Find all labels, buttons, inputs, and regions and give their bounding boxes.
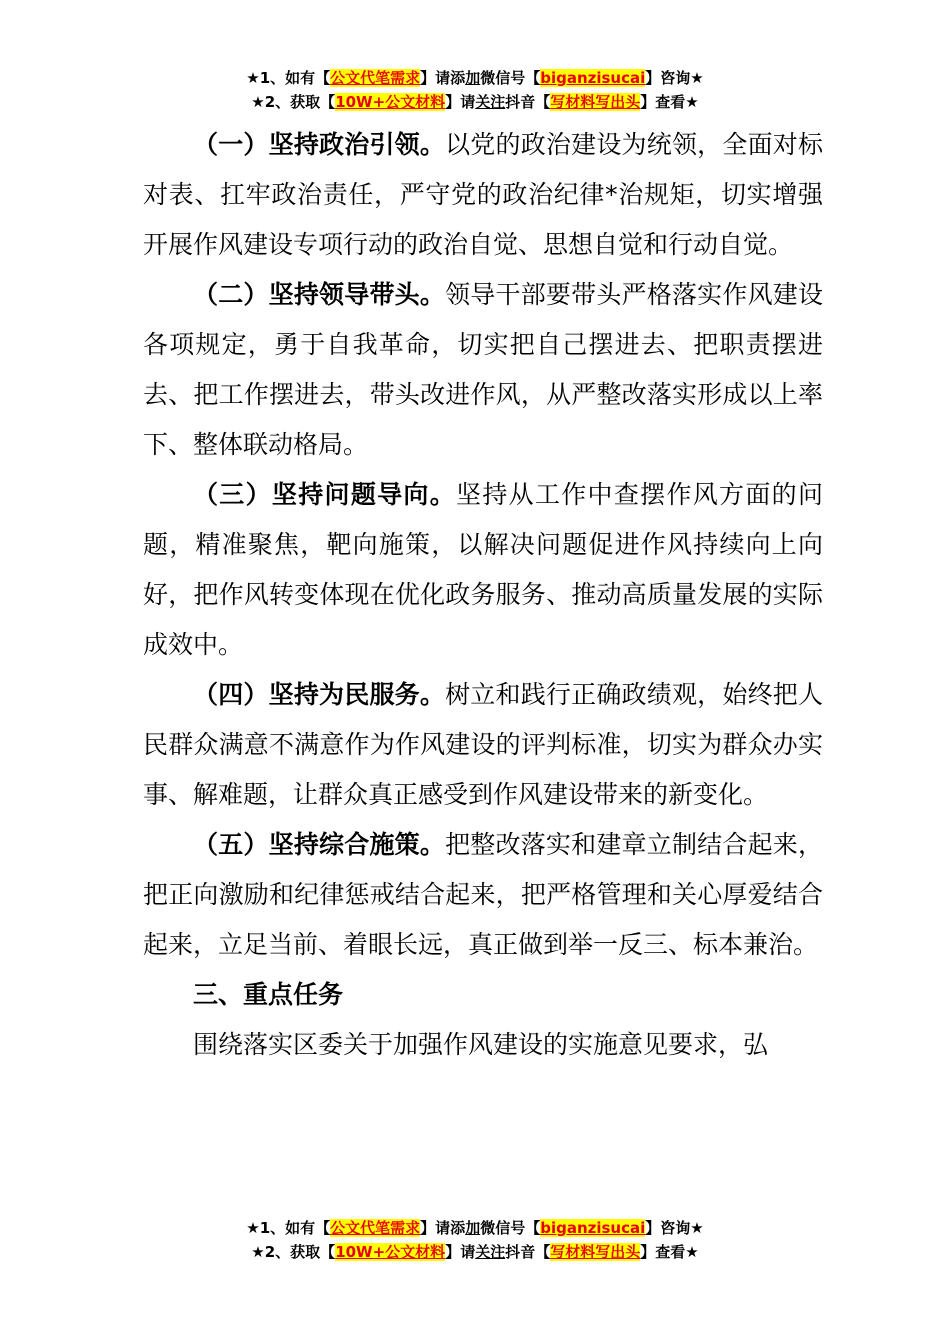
banner-line-2: ★2、获取【10W+公文材料】请关注抖音【写材料写出头】查看★	[251, 93, 699, 111]
banner-line-2: ★2、获取【10W+公文材料】请关注抖音【写材料写出头】查看★	[251, 1243, 699, 1261]
paragraph-4: （四）坚持为民服务。树立和践行正确政绩观，始终把人民群众满意不满意作为作风建设的评判标准，切实为群众办实事、解难题，让群众真正感受到作风建设带来的新变化。	[143, 680, 823, 809]
banner-highlight: 公文代笔需求	[330, 69, 421, 87]
banner-line-1: ★1、如有【公文代笔需求】请添加微信号【biganzisucai】咨询★	[246, 1219, 704, 1237]
banner-highlight: 写材料写出头	[550, 93, 641, 111]
banner-highlight: 10W+公文材料	[335, 1243, 446, 1261]
paragraph-5: （五）坚持综合施策。把整改落实和建章立制结合起来，把正向激励和纪律惩戒结合起来，把严格管理和关心厚爱结合起来，立足当前、着眼长远，真正做到举一反三、标本兼治。	[143, 830, 823, 959]
paragraph-6: 围绕落实区委关于加强作风建设的实施意见要求，弘	[193, 1030, 769, 1059]
banner-line-1: ★1、如有【公文代笔需求】请添加微信号【biganzisucai】咨询★	[246, 69, 704, 87]
paragraph-1: （一）坚持政治引领。以党的政治建设为统领，全面对标对表、扛牢政治责任，严守党的政治纪律*治规矩，切实增强开展作风建设专项行动的政治自觉、思想自觉和行动自觉。	[143, 130, 823, 259]
paragraph-3: （三）坚持问题导向。坚持从工作中查摆作风方面的问题，精准聚焦，靶向施策，以解决问题促进作风持续向上向好，把作风转变体现在优化政务服务、推动高质量发展的实际成效中。	[143, 480, 823, 659]
header-banner	[0, 66, 950, 114]
footer-banner	[0, 1216, 950, 1264]
banner-highlight: 10W+公文材料	[335, 93, 446, 111]
paragraph-2: （二）坚持领导带头。领导干部要带头严格落实作风建设各项规定，勇于自我革命，切实把自己摆进去、把职责摆进去、把工作摆进去，带头改进作风，从严整改落实形成以上率下、整体联动格局。	[143, 280, 823, 459]
section-heading: 三、重点任务	[193, 980, 344, 1009]
document-body	[143, 120, 823, 1070]
banner-highlight: biganzisucai	[540, 69, 646, 87]
banner-highlight: 写材料写出头	[550, 1243, 641, 1261]
banner-highlight: 公文代笔需求	[330, 1219, 421, 1237]
banner-highlight: biganzisucai	[540, 1219, 646, 1237]
